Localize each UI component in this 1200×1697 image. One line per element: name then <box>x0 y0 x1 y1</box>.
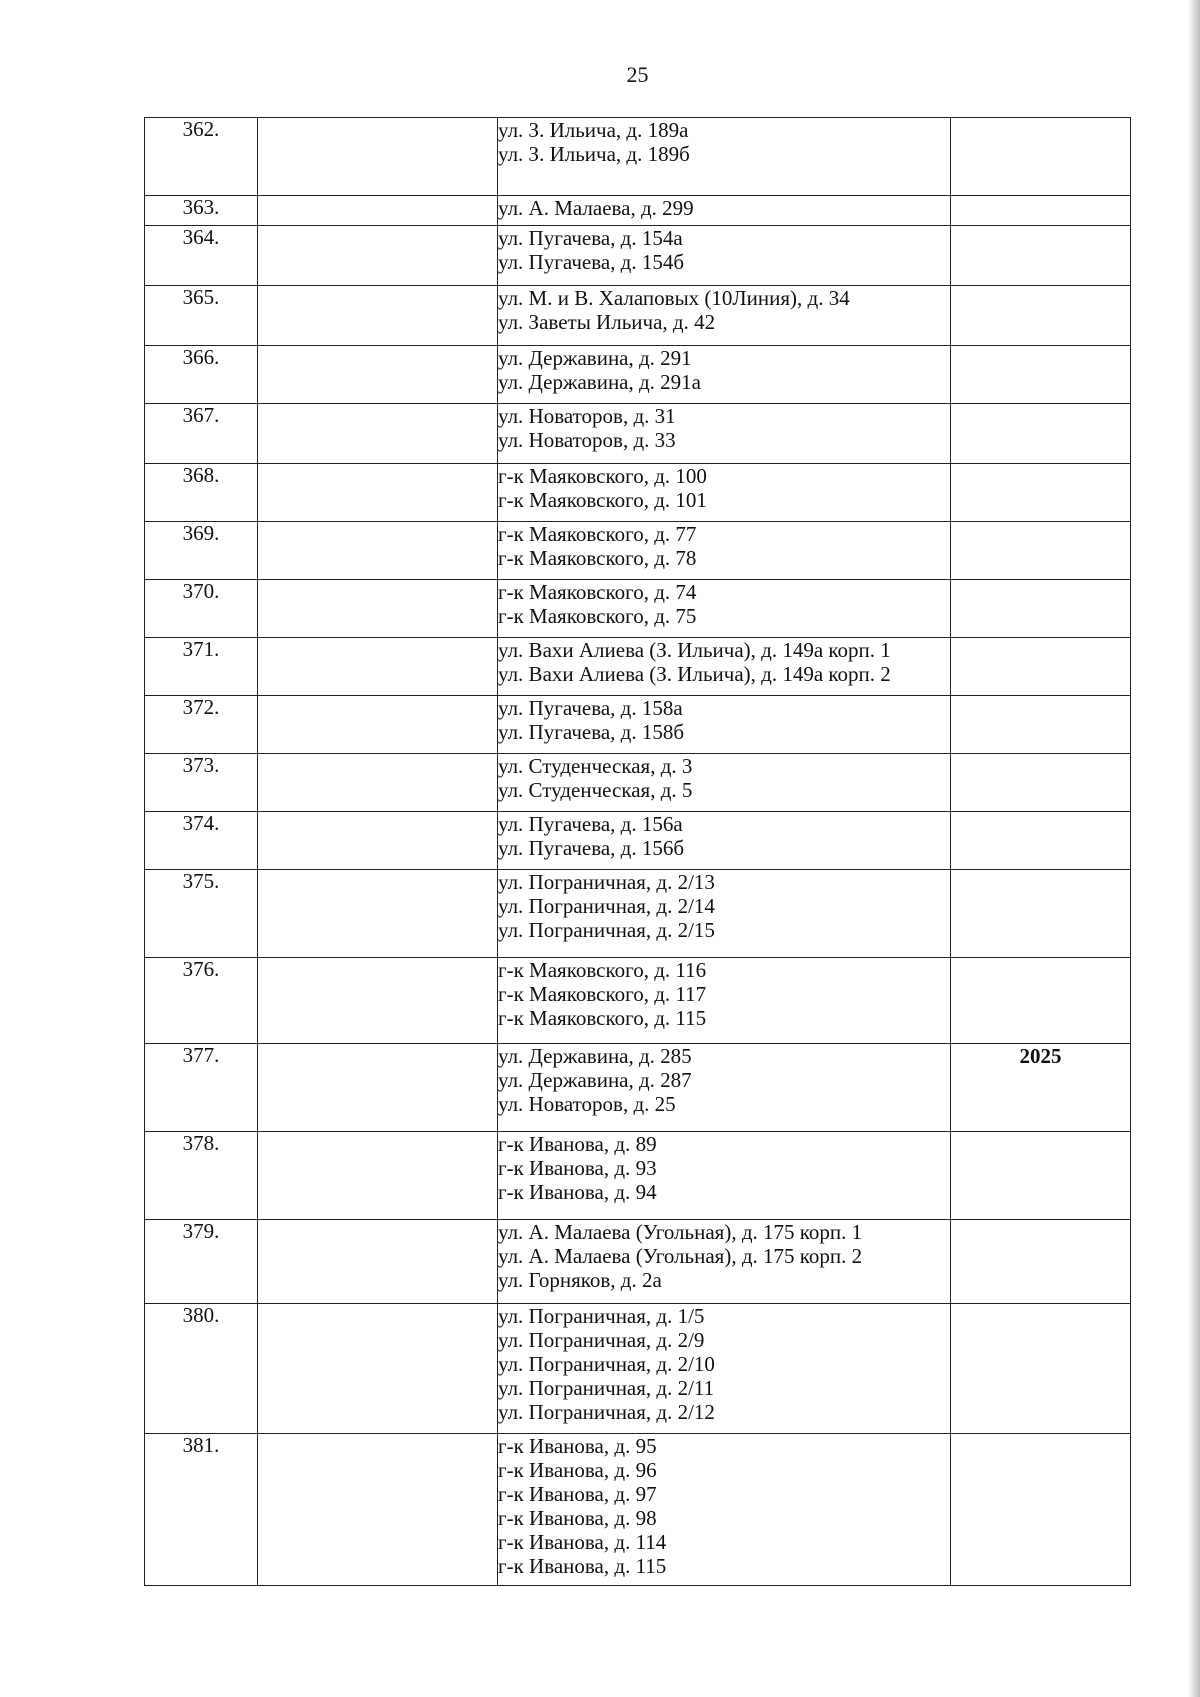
address-line: г-к Иванова, д. 89 <box>498 1132 657 1156</box>
address-line: ул. Заветы Ильича, д. 42 <box>498 310 716 334</box>
address-line: ул. Державина, д. 287 <box>498 1068 692 1092</box>
empty-cell <box>258 226 498 286</box>
empty-cell <box>258 870 498 958</box>
table-row <box>145 346 1131 404</box>
row-number: 370. <box>182 579 220 603</box>
address-line: ул. З. Ильича, д. 189б <box>498 142 690 166</box>
year-cell <box>951 1434 1131 1586</box>
row-number: 373. <box>182 753 220 777</box>
address-line: ул. Пугачева, д. 158б <box>498 720 685 744</box>
row-number: 368. <box>182 463 220 487</box>
empty-cell <box>258 754 498 812</box>
row-number: 365. <box>182 285 220 309</box>
address-line: ул. М. и В. Халаповых (10Линия), д. 34 <box>498 286 850 310</box>
address-line: г-к Иванова, д. 95 <box>498 1434 657 1458</box>
row-number: 366. <box>182 345 220 369</box>
address-line: ул. Новаторов, д. 31 <box>498 404 676 428</box>
row-number-cell <box>145 812 258 870</box>
address-cell <box>498 958 951 1044</box>
empty-cell <box>258 404 498 464</box>
address-line: ул. Пограничная, д. 2/11 <box>498 1376 715 1400</box>
table-row <box>145 812 1131 870</box>
empty-cell <box>258 1434 498 1586</box>
year-cell <box>951 522 1131 580</box>
year-cell <box>951 226 1131 286</box>
row-number-cell <box>145 638 258 696</box>
address-cell <box>498 870 951 958</box>
address-line: г-к Маяковского, д. 75 <box>498 604 697 628</box>
table-row <box>145 1220 1131 1304</box>
address-cell <box>498 1220 951 1304</box>
address-line: г-к Маяковского, д. 116 <box>498 958 707 982</box>
address-line: ул. А. Малаева, д. 299 <box>498 196 694 220</box>
row-number: 364. <box>182 225 220 249</box>
address-cell <box>498 580 951 638</box>
table-row <box>145 464 1131 522</box>
year-cell <box>951 286 1131 346</box>
year-cell <box>951 464 1131 522</box>
address-cell <box>498 1044 951 1132</box>
address-line: ул. Пугачева, д. 156а <box>498 812 683 836</box>
address-cell <box>498 522 951 580</box>
row-number: 367. <box>182 403 220 427</box>
address-line: г-к Маяковского, д. 117 <box>498 982 707 1006</box>
address-line: г-к Иванова, д. 93 <box>498 1156 657 1180</box>
empty-cell <box>258 638 498 696</box>
table-row <box>145 226 1131 286</box>
year-cell <box>951 346 1131 404</box>
table-row <box>145 754 1131 812</box>
year-cell <box>951 958 1131 1044</box>
address-cell <box>498 286 951 346</box>
address-table <box>144 117 1131 1586</box>
year-cell <box>951 196 1131 226</box>
address-line: г-к Иванова, д. 96 <box>498 1458 657 1482</box>
year-cell <box>951 404 1131 464</box>
year-cell <box>951 580 1131 638</box>
year-cell <box>951 1132 1131 1220</box>
address-cell <box>498 696 951 754</box>
year-cell: 2025 <box>951 1044 1131 1132</box>
year-cell <box>951 754 1131 812</box>
table-row <box>145 1044 1131 1132</box>
table-row <box>145 522 1131 580</box>
address-cell <box>498 812 951 870</box>
empty-cell <box>258 696 498 754</box>
row-number-cell <box>145 118 258 196</box>
table-row <box>145 1132 1131 1220</box>
row-number-cell <box>145 1304 258 1434</box>
table-row <box>145 870 1131 958</box>
address-line: г-к Маяковского, д. 77 <box>498 522 697 546</box>
table-row <box>145 286 1131 346</box>
empty-cell <box>258 812 498 870</box>
empty-cell <box>258 196 498 226</box>
address-cell <box>498 226 951 286</box>
row-number: 372. <box>182 695 220 719</box>
address-line: ул. Пограничная, д. 2/12 <box>498 1400 715 1424</box>
row-number: 377. <box>182 1043 220 1067</box>
address-cell <box>498 1132 951 1220</box>
row-number-cell <box>145 346 258 404</box>
table-row <box>145 696 1131 754</box>
year-cell <box>951 1304 1131 1434</box>
year-cell <box>951 1220 1131 1304</box>
row-number-cell <box>145 464 258 522</box>
row-number-cell <box>145 404 258 464</box>
address-line: ул. А. Малаева (Угольная), д. 175 корп. 1 <box>498 1220 863 1244</box>
address-line: г-к Иванова, д. 98 <box>498 1506 657 1530</box>
address-table-body <box>145 118 1131 1586</box>
address-line: ул. А. Малаева (Угольная), д. 175 корп. 2 <box>498 1244 863 1268</box>
table-row <box>145 118 1131 196</box>
empty-cell <box>258 286 498 346</box>
address-line: ул. Пограничная, д. 2/15 <box>498 918 715 942</box>
address-line: г-к Иванова, д. 115 <box>498 1554 667 1578</box>
address-cell <box>498 464 951 522</box>
address-line: ул. Пугачева, д. 158а <box>498 696 683 720</box>
year-cell <box>951 870 1131 958</box>
address-cell <box>498 638 951 696</box>
address-line: ул. Державина, д. 291 <box>498 346 692 370</box>
address-line: ул. Новаторов, д. 33 <box>498 428 676 452</box>
empty-cell <box>258 346 498 404</box>
empty-cell <box>258 1304 498 1434</box>
address-line: г-к Иванова, д. 97 <box>498 1482 657 1506</box>
address-cell <box>498 404 951 464</box>
address-line: ул. Пугачева, д. 154а <box>498 226 683 250</box>
address-cell <box>498 1434 951 1586</box>
empty-cell <box>258 1132 498 1220</box>
address-line: г-к Маяковского, д. 78 <box>498 546 697 570</box>
address-line: г-к Иванова, д. 114 <box>498 1530 667 1554</box>
row-number: 379. <box>182 1219 220 1243</box>
address-line: ул. Пограничная, д. 2/10 <box>498 1352 715 1376</box>
page-number: 25 <box>626 62 649 87</box>
row-number: 376. <box>182 957 220 981</box>
empty-cell <box>258 522 498 580</box>
row-number: 378. <box>182 1131 220 1155</box>
address-line: ул. Вахи Алиева (З. Ильича), д. 149а корп. 1 <box>498 638 891 662</box>
address-line: ул. Горняков, д. 2а <box>498 1268 662 1292</box>
row-number-cell <box>145 754 258 812</box>
empty-cell <box>258 118 498 196</box>
table-row <box>145 404 1131 464</box>
row-number-cell <box>145 196 258 226</box>
address-line: ул. Пограничная, д. 2/9 <box>498 1328 705 1352</box>
row-number: 374. <box>182 811 220 835</box>
row-number: 363. <box>182 195 220 219</box>
row-number: 381. <box>182 1433 220 1457</box>
table-row <box>145 580 1131 638</box>
address-line: ул. Пугачева, д. 154б <box>498 250 685 274</box>
address-line: ул. З. Ильича, д. 189а <box>498 118 689 142</box>
address-line: ул. Державина, д. 285 <box>498 1044 692 1068</box>
row-number-cell <box>145 1434 258 1586</box>
address-line: г-к Маяковского, д. 101 <box>498 488 707 512</box>
year-cell <box>951 118 1131 196</box>
table-row <box>145 638 1131 696</box>
scan-edge-shadow <box>1188 0 1200 1697</box>
empty-cell <box>258 1044 498 1132</box>
year-cell <box>951 696 1131 754</box>
table-row <box>145 1304 1131 1434</box>
row-number-cell <box>145 286 258 346</box>
empty-cell <box>258 1220 498 1304</box>
row-number-cell <box>145 958 258 1044</box>
address-line: г-к Маяковского, д. 115 <box>498 1006 707 1030</box>
address-line: ул. Новаторов, д. 25 <box>498 1092 676 1116</box>
table-row <box>145 958 1131 1044</box>
address-line: ул. Вахи Алиева (З. Ильича), д. 149а корп. 2 <box>498 662 891 686</box>
address-cell <box>498 346 951 404</box>
empty-cell <box>258 464 498 522</box>
row-number-cell <box>145 580 258 638</box>
row-number-cell <box>145 1220 258 1304</box>
address-line: ул. Пограничная, д. 1/5 <box>498 1304 705 1328</box>
address-line: ул. Пограничная, д. 2/13 <box>498 870 715 894</box>
row-number-cell <box>145 522 258 580</box>
row-number: 375. <box>182 869 220 893</box>
empty-cell <box>258 580 498 638</box>
address-line: ул. Студенческая, д. 3 <box>498 754 693 778</box>
year-cell <box>951 638 1131 696</box>
address-cell <box>498 754 951 812</box>
year-cell <box>951 812 1131 870</box>
table-row <box>145 1434 1131 1586</box>
row-number-cell <box>145 1132 258 1220</box>
empty-cell <box>258 958 498 1044</box>
row-number-cell <box>145 226 258 286</box>
address-line: ул. Пограничная, д. 2/14 <box>498 894 715 918</box>
row-number-cell <box>145 696 258 754</box>
address-cell <box>498 196 951 226</box>
address-cell <box>498 118 951 196</box>
row-number: 362. <box>182 117 220 141</box>
address-line: г-к Иванова, д. 94 <box>498 1180 657 1204</box>
row-number: 369. <box>182 521 220 545</box>
address-line: ул. Студенческая, д. 5 <box>498 778 693 802</box>
address-line: г-к Маяковского, д. 100 <box>498 464 707 488</box>
row-number: 380. <box>182 1303 220 1327</box>
row-number: 371. <box>182 637 220 661</box>
row-number-cell <box>145 870 258 958</box>
address-line: ул. Пугачева, д. 156б <box>498 836 685 860</box>
row-number-cell <box>145 1044 258 1132</box>
address-cell <box>498 1304 951 1434</box>
address-line: ул. Державина, д. 291а <box>498 370 702 394</box>
table-row <box>145 196 1131 226</box>
address-line: г-к Маяковского, д. 74 <box>498 580 697 604</box>
